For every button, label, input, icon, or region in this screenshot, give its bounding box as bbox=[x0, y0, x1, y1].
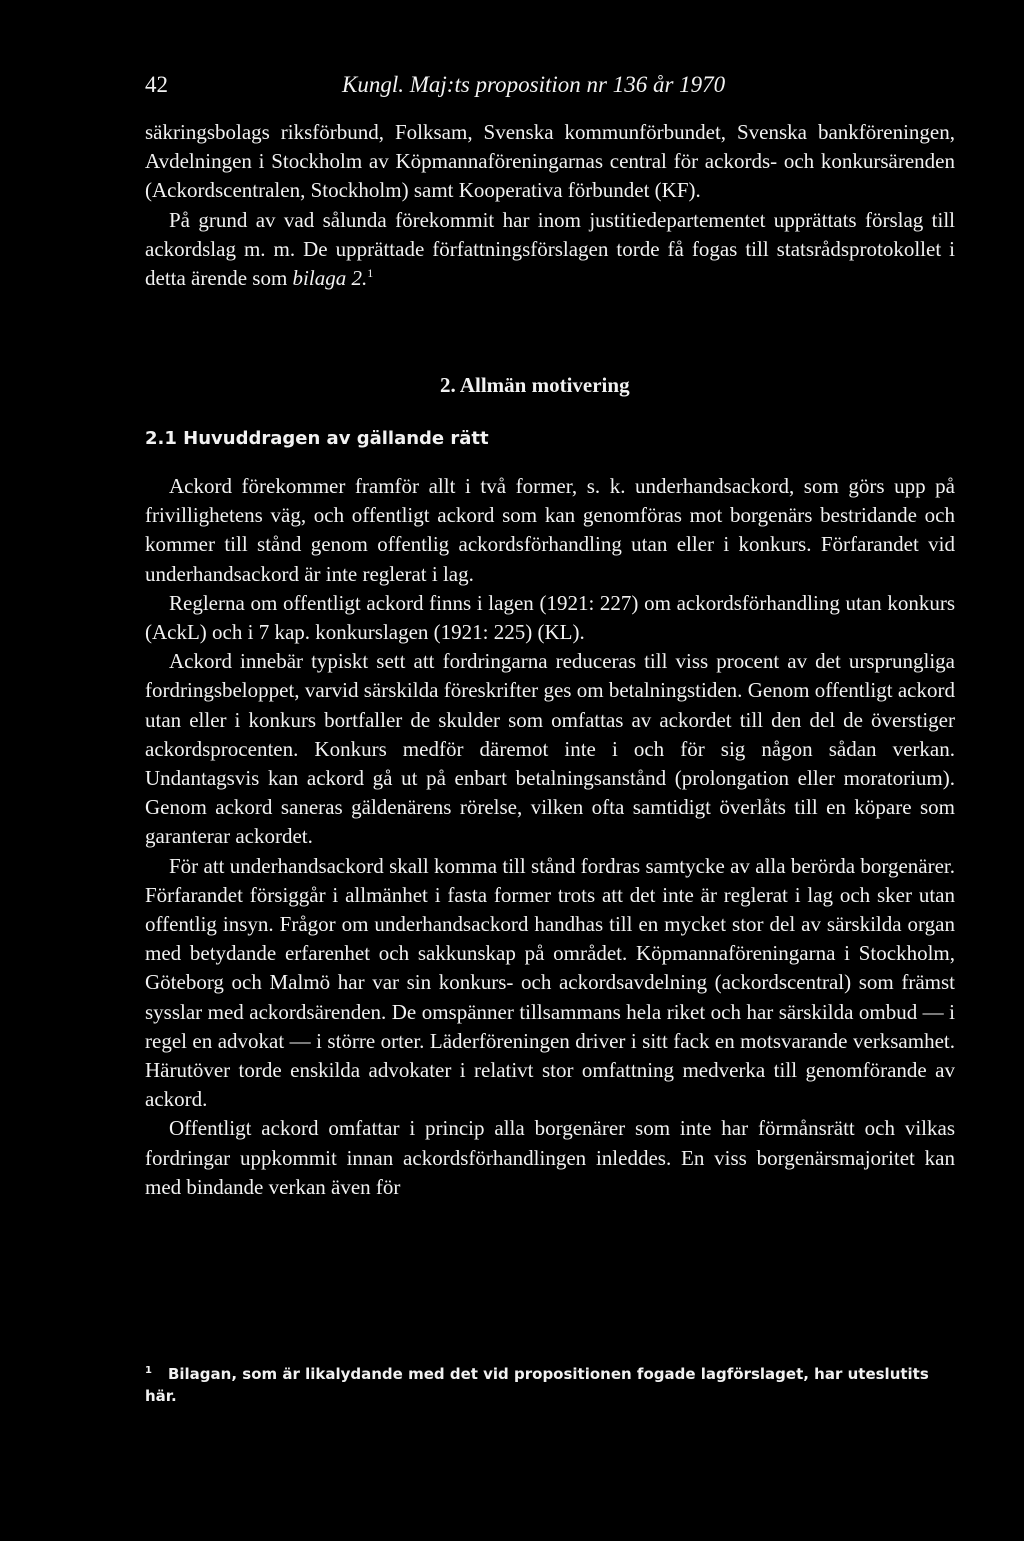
paragraph: För att underhandsackord skall komma till stånd fordras samtycke av alla berörda borgenärer. Förfarandet försiggår i allmänhet i fasta former trots att det inte är reglerat i lag och sker utan offentlig insyn. Frågor om underhandsackord handhas till en mycket stor del av särskilda organ med betydande erfarenhet och sakkunskap på området. Köpmannaföreningarna i Stockholm, Göteborg och Malmö har var sin konkurs- och ackordsavdelning (ackordscentral) som främst sysslar med ackordsärenden. De omspänner tillsammans hela riket och har särskilda ombud — i regel en advokat — i större orter. Läderföreningen driver i sitt fack en motsvarande verksamhet. Härutöver torde enskilda advokater i relativt stor omfattning medverka till genomförande av ackord. bbox=[145, 853, 955, 1112]
footnote bbox=[145, 1360, 955, 1407]
running-title: Kungl. Maj:ts proposition nr 136 år 1970 bbox=[342, 72, 726, 97]
footnote-marker: 1 bbox=[145, 1365, 152, 1376]
paragraph: Reglerna om offentligt ackord finns i lagen (1921: 227) om ackordsförhandling utan konkurs (AckL) och i 7 kap. konkurslagen (1921: 225) (KL). bbox=[145, 590, 955, 645]
paragraph-text: På grund av vad sålunda förekommit har inom justitiedepartementet upprättats förslag till ackordslag m. m. De upprättade författningsförslagen torde få fogas till statsrådsprotokollet i detta ärende som bbox=[145, 207, 955, 291]
footnote-text: Bilagan, som är likalydande med det vid propositionen fogade lagförslaget, har uteslutits här. bbox=[145, 1365, 929, 1405]
page-number: 42 bbox=[145, 72, 168, 97]
paragraph: Ackord förekommer framför allt i två former, s. k. underhandsackord, som görs upp på frivillighetens väg, och offentligt ackord som kan genomföras mot borgenärs bestridande och kommer till stånd genom offentlig ackordsförhandling utan eller i konkurs. Förfarandet vid underhandsackord är inte reglerat i lag. bbox=[145, 474, 955, 586]
paragraph: Ackord innebär typiskt sett att fordringarna reduceras till viss procent av det ursprungliga fordringsbeloppet, varvid särskilda föreskrifter ges om betalningstiden. Genom offentligt ackord utan eller i konkurs bortfaller de skulder som omfattas av ackordet till den del de överstiger ackordsprocenten. Konkurs medför däremot inte i och för sig någon sådan verkan. Undantagsvis kan ackord gå ut på enbart betalningsanstånd (prolongation eller moratorium). Genom ackord saneras gäldenärens rörelse, vilken ofta samtidigt överlåts till en köpare som garanterar ackordet. bbox=[145, 649, 955, 849]
section-heading: 2. Allmän motivering bbox=[440, 373, 630, 397]
paragraph: Offentligt ackord omfattar i princip alla borgenärer som inte har förmånsrätt och vilkas fordringar uppkommit innan ackordsförhandlingen inleddes. En viss borgenärsmajoritet kan med bindande verkan även för bbox=[145, 1116, 955, 1199]
subsection-heading: 2.1 Huvuddragen av gällande rätt bbox=[145, 428, 489, 449]
intro-text-block bbox=[145, 118, 955, 293]
paragraph: säkringsbolags riksförbund, Folksam, Svenska kommunförbundet, Svenska bankföreningen, Avdelningen i Stockholm av Köpmannaföreningarnas central för ackords- och konkursärenden (Ackordscentralen, Stockholm) samt Kooperativa förbundet (KF). bbox=[145, 120, 955, 203]
main-text-block bbox=[145, 472, 955, 1202]
page-header bbox=[145, 72, 955, 104]
appendix-reference: bilaga 2. bbox=[292, 266, 368, 291]
paragraph bbox=[145, 206, 955, 294]
footnote-reference: 1 bbox=[367, 266, 374, 281]
